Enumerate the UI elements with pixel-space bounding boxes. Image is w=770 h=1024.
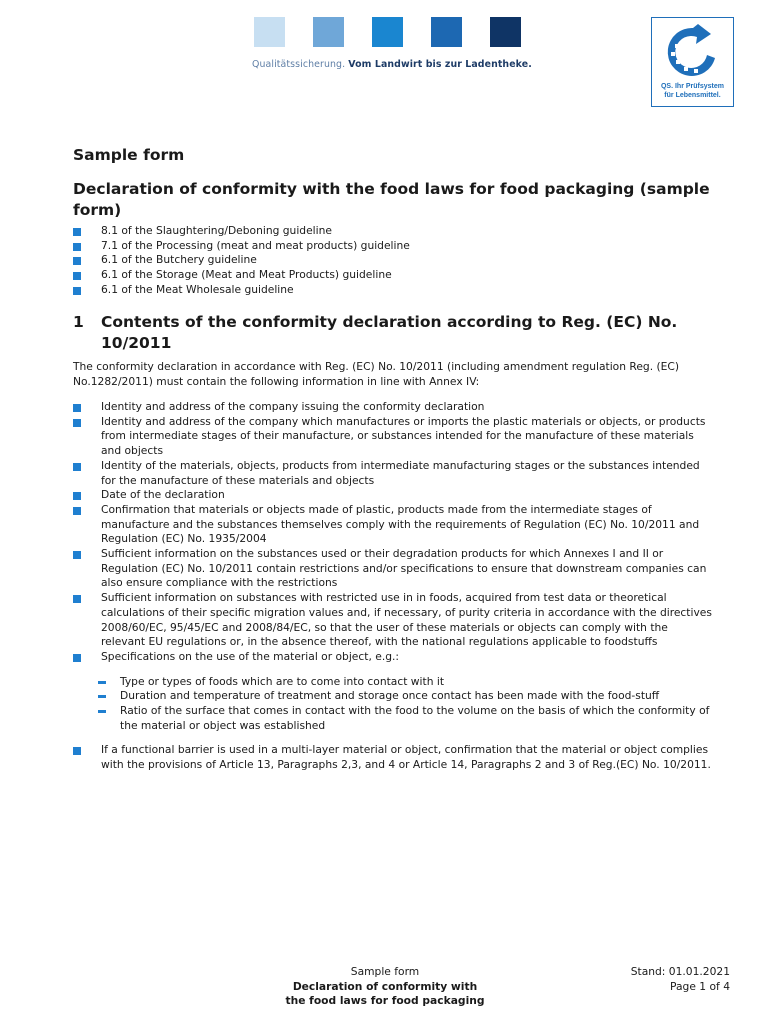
footer-line-2: Declaration of conformity with	[292, 979, 478, 993]
requirement-item	[73, 591, 713, 650]
color-square	[372, 17, 403, 47]
requirement-text: Sufficient information on substances with restricted use in in foods, acquired from test data or theoretical calculations of their specific migration values and, if necessary, of purity criteria in accordance with the directives 2008/60/EC, 95/45/EC and 2008/84/EC, so that the user of these materials or objects can comply with the relevant EU regulations or, in the absence thereof, with the national regulations applicable to foodstuffs	[101, 591, 712, 649]
requirement-text: Specifications on the use of the material or object, e.g.:	[101, 649, 399, 663]
requirement-text: Confirmation that materials or objects made of plastic, products made from the intermediate stages of manufacture and the substances themselves comply with the requirements of Regulation (EC) No. 10/2011 and Regulation (EC) No. 1935/2004	[101, 502, 700, 546]
qs-arrow-icon	[663, 24, 723, 80]
sub-item-text: Type or types of foods which are to come into contact with it	[120, 674, 445, 688]
sub-item-list	[73, 675, 713, 734]
guideline-text: 6.1 of the Butchery guideline	[101, 253, 257, 267]
requirement-text: Identity of the materials, objects, products from intermediate manufacturing stages or the substances intended for the manufacture of these materials and objects	[101, 458, 700, 487]
color-square	[313, 17, 344, 47]
sub-item	[73, 689, 713, 704]
header-color-squares	[254, 17, 521, 47]
guideline-text: 6.1 of the Storage (Meat and Meat Products) guideline	[101, 268, 392, 282]
guideline-text: 7.1 of the Processing (meat and meat products) guideline	[101, 238, 410, 252]
bullet-square-icon	[73, 419, 81, 427]
intro-paragraph: The conformity declaration in accordance with Reg. (EC) No. 10/2011 (including amendment regulation Reg. (EC) No.1282/2011) must contain the following information in line with Annex IV:	[73, 360, 680, 388]
bullet-square-icon	[73, 287, 81, 295]
footer-title	[270, 965, 500, 1009]
bullet-square-icon	[73, 551, 81, 559]
requirement-item	[73, 743, 713, 772]
heading-sample-form: Sample form	[73, 146, 185, 164]
guideline-item	[73, 268, 410, 283]
bullet-dash-icon	[98, 695, 106, 698]
bullet-square-icon	[73, 257, 81, 265]
requirement-item	[73, 503, 713, 547]
bullet-square-icon	[73, 507, 81, 515]
section-title: Contents of the conformity declaration according to Reg. (EC) No. 10/2011	[101, 313, 678, 352]
tagline-bold: Vom Landwirt bis zur Ladentheke.	[348, 59, 532, 70]
sub-item	[73, 704, 713, 733]
qs-logo	[651, 17, 734, 107]
bullet-dash-icon	[98, 681, 106, 684]
bullet-dash-icon	[98, 710, 106, 713]
sub-item-text: Duration and temperature of treatment and storage once contact has been made with the food-stuff	[120, 689, 660, 703]
bullet-square-icon	[73, 747, 81, 755]
guideline-item	[73, 224, 410, 239]
section-number: 1	[73, 313, 84, 331]
requirement-item	[73, 459, 713, 488]
guideline-item	[73, 283, 410, 298]
header-tagline	[252, 59, 532, 70]
requirement-text: If a functional barrier is used in a multi-layer material or object, confirmation that the material or object complies with the provisions of Article 13, Paragraphs 2,3, and 4 or Article 14, Paragraphs 2 and 3 of Reg.(EC) No. 10/2011.	[101, 743, 711, 772]
footer-stand-date: Stand: 01.01.2021	[630, 965, 730, 978]
color-square	[254, 17, 285, 47]
requirements-list	[73, 400, 713, 773]
footer-meta	[590, 965, 730, 994]
guideline-item	[73, 253, 410, 268]
bullet-square-icon	[73, 243, 81, 251]
bullet-square-icon	[73, 463, 81, 471]
sub-item-text: Ratio of the surface that comes in contact with the food to the volume on the basis of which the conformity of the material or object was established	[120, 704, 710, 732]
guideline-text: 6.1 of the Meat Wholesale guideline	[101, 282, 294, 296]
guideline-item	[73, 239, 410, 254]
sub-item	[73, 675, 713, 690]
document-title: Declaration of conformity with the food laws for food packaging (sample form)	[73, 180, 710, 219]
requirement-item	[73, 547, 713, 591]
guideline-list	[73, 224, 410, 297]
tagline-lead: Qualitätssicherung.	[252, 59, 346, 70]
logo-line-2: für Lebensmittel.	[664, 92, 721, 99]
bullet-square-icon	[73, 272, 81, 280]
footer-page-number: Page 1 of 4	[670, 979, 730, 993]
bullet-square-icon	[73, 654, 81, 662]
color-square	[490, 17, 521, 47]
footer-line-3: the food laws for food packaging	[285, 994, 485, 1008]
bullet-square-icon	[73, 228, 81, 236]
guideline-text: 8.1 of the Slaughtering/Deboning guideline	[101, 224, 332, 237]
logo-text	[652, 82, 733, 100]
requirement-text: Sufficient information on the substances used or their degradation products for which Annexes I and II or Regulation (EC) No. 10/2011 contain restrictions and/or specifications to ensure that downstream companies can also ensure compliance with the restrictions	[101, 547, 707, 590]
requirement-item	[73, 488, 713, 503]
requirement-text: Identity and address of the company which manufactures or imports the plastic materials or objects, or products from intermediate stages of their manufacture, or substances intended for the manufacture of these materials and objects	[101, 414, 706, 458]
bullet-square-icon	[73, 595, 81, 603]
requirement-item	[73, 415, 713, 459]
requirement-item	[73, 400, 713, 415]
logo-line-1: QS. Ihr Prüfsystem	[660, 83, 725, 90]
bullet-square-icon	[73, 492, 81, 500]
bullet-square-icon	[73, 404, 81, 412]
footer-line-1: Sample form	[350, 965, 420, 978]
requirement-item	[73, 650, 713, 665]
requirement-text: Identity and address of the company issuing the conformity declaration	[101, 400, 485, 413]
requirement-text: Date of the declaration	[101, 488, 225, 502]
color-square	[431, 17, 462, 47]
